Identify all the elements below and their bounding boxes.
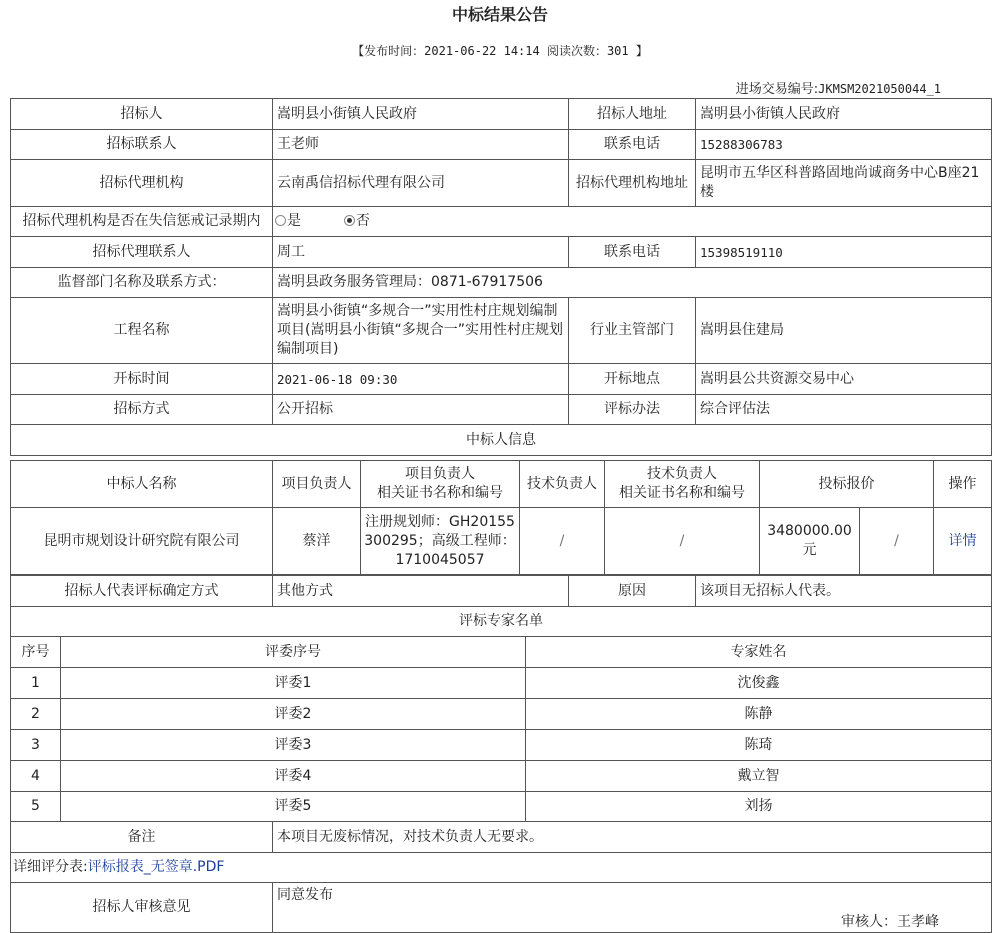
open-time-value: 2021-06-18 09:30 bbox=[273, 364, 569, 395]
radio-no-label: 否 bbox=[355, 213, 370, 229]
agency-contact-value: 周工 bbox=[273, 237, 569, 268]
experts-table bbox=[10, 636, 992, 822]
eval-label: 评标办法 bbox=[569, 395, 696, 425]
table-row bbox=[11, 699, 992, 730]
expert-no: 5 bbox=[11, 792, 61, 822]
rep-value: 其他方式 bbox=[273, 576, 569, 607]
method-value: 公开招标 bbox=[273, 395, 569, 425]
expert-seq: 评委1 bbox=[61, 668, 526, 699]
expert-no: 4 bbox=[11, 761, 61, 792]
winner-tech: / bbox=[520, 508, 605, 575]
winner-name: 昆明市规划设计研究院有限公司 bbox=[11, 508, 273, 575]
radio-yes[interactable] bbox=[275, 215, 286, 226]
open-place-label: 开标地点 bbox=[569, 364, 696, 395]
review-value: 同意发布 bbox=[277, 887, 333, 903]
winner-header-price: 投标报价 bbox=[760, 461, 934, 508]
radio-yes-label: 是 bbox=[287, 213, 301, 229]
tender-info-table bbox=[10, 98, 992, 456]
trade-code bbox=[736, 78, 941, 97]
winner-header-tech-cert: 技术负责人 相关证书名称和编号 bbox=[605, 461, 760, 508]
tenderer-addr-value: 嵩明县小街镇人民政府 bbox=[696, 99, 992, 130]
tenderer-addr-label: 招标人地址 bbox=[569, 99, 696, 130]
project-value: 嵩明县小街镇“多规合一”实用性村庄规划编制项目(嵩明县小街镇“多规合一”实用性村庄规划编制项目) bbox=[273, 298, 569, 364]
winner-header-pm-cert: 项目负责人 相关证书名称和编号 bbox=[361, 461, 520, 508]
winner-header-name: 中标人名称 bbox=[11, 461, 273, 508]
winner-pm: 蔡洋 bbox=[273, 508, 361, 575]
table-row bbox=[11, 792, 992, 822]
authority-value: 嵩明县住建局 bbox=[696, 298, 992, 364]
expert-no: 3 bbox=[11, 730, 61, 761]
table-row bbox=[11, 730, 992, 761]
expert-name: 陈琦 bbox=[526, 730, 992, 761]
notes-label: 备注 bbox=[11, 822, 273, 853]
winner-section-title: 中标人信息 bbox=[11, 425, 992, 456]
winner-price: 3480000.00元 bbox=[760, 508, 860, 575]
contact-label: 招标联系人 bbox=[11, 130, 273, 160]
agency-phone-label: 联系电话 bbox=[569, 237, 696, 268]
agency-value: 云南禹信招标代理有限公司 bbox=[273, 160, 569, 207]
score-row bbox=[11, 853, 992, 883]
tenderer-value: 嵩明县小街镇人民政府 bbox=[273, 99, 569, 130]
method-label: 招标方式 bbox=[11, 395, 273, 425]
expert-name: 陈静 bbox=[526, 699, 992, 730]
reviewer: 审核人：王孝峰 bbox=[841, 914, 939, 930]
open-time-label: 开标时间 bbox=[11, 364, 273, 395]
expert-name: 沈俊鑫 bbox=[526, 668, 992, 699]
expert-name: 刘扬 bbox=[526, 792, 992, 822]
supervisor-value: 嵩明县政务服务管理局：0871-67917506 bbox=[273, 268, 992, 298]
project-label: 工程名称 bbox=[11, 298, 273, 364]
expert-name: 戴立智 bbox=[526, 761, 992, 792]
expert-seq: 评委5 bbox=[61, 792, 526, 822]
dishonest-label: 招标代理机构是否在失信惩戒记录期内 bbox=[11, 207, 273, 237]
winner-pm-cert: 注册规划师：GH20155300295；高级工程师：1710045057 bbox=[361, 508, 520, 575]
agency-phone-value: 15398519110 bbox=[696, 237, 992, 268]
eval-value: 综合评估法 bbox=[696, 395, 992, 425]
experts-header-no: 序号 bbox=[11, 637, 61, 668]
winner-table bbox=[10, 460, 992, 575]
experts-section-title: 评标专家名单 bbox=[11, 607, 992, 637]
page-title: 中标结果公告 bbox=[451, 5, 548, 24]
tenderer-label: 招标人 bbox=[11, 99, 273, 130]
supervisor-label: 监督部门名称及联系方式： bbox=[11, 268, 273, 298]
trade-code-label: 进场交易编号: bbox=[735, 82, 819, 97]
expert-seq: 评委2 bbox=[61, 699, 526, 730]
winner-detail-link[interactable] bbox=[934, 508, 992, 575]
phone-label: 联系电话 bbox=[569, 130, 696, 160]
open-place-value: 嵩明县公共资源交易中心 bbox=[696, 364, 992, 395]
agency-contact-label: 招标代理联系人 bbox=[11, 237, 273, 268]
winner-header-tech: 技术负责人 bbox=[520, 461, 605, 508]
detail-link[interactable]: 详情 bbox=[948, 532, 977, 549]
rep-table bbox=[10, 575, 992, 637]
reason-label: 原因 bbox=[569, 576, 696, 607]
table-row bbox=[11, 761, 992, 792]
agency-label: 招标代理机构 bbox=[11, 160, 273, 207]
notes-value: 本项目无废标情况，对技术负责人无要求。 bbox=[273, 822, 992, 853]
reason-value: 该项目无招标人代表。 bbox=[696, 576, 992, 607]
contact-value: 王老师 bbox=[273, 130, 569, 160]
expert-no: 1 bbox=[11, 668, 61, 699]
winner-header-action: 操作 bbox=[934, 461, 992, 508]
trade-code-value: JKMSM2021050044_1 bbox=[818, 82, 941, 96]
agency-addr-value: 昆明市五华区科普路固地尚诚商务中心B座21楼 bbox=[696, 160, 992, 207]
winner-tech-cert: / bbox=[605, 508, 760, 575]
experts-header-seq: 评委序号 bbox=[61, 637, 526, 668]
radio-no[interactable] bbox=[344, 215, 355, 226]
winner-header-pm: 项目负责人 bbox=[273, 461, 361, 508]
publish-meta: 【发布时间：2021-06-22 14:14 阅读次数：301 】 bbox=[352, 44, 648, 58]
agency-addr-label: 招标代理机构地址 bbox=[569, 160, 696, 207]
winner-price-extra: / bbox=[860, 508, 934, 575]
experts-header-name: 专家姓名 bbox=[526, 637, 992, 668]
rep-label: 招标人代表评标确定方式 bbox=[11, 576, 273, 607]
notes-table bbox=[10, 821, 992, 933]
expert-no: 2 bbox=[11, 699, 61, 730]
dishonest-options bbox=[273, 207, 992, 237]
score-file-link[interactable]: 评标报表_无签章.PDF bbox=[87, 859, 225, 875]
expert-seq: 评委4 bbox=[61, 761, 526, 792]
review-label: 招标人审核意见 bbox=[11, 883, 273, 933]
phone-value: 15288306783 bbox=[696, 130, 992, 160]
table-row bbox=[11, 668, 992, 699]
score-label: 详细评分表: bbox=[13, 859, 88, 875]
authority-label: 行业主管部门 bbox=[569, 298, 696, 364]
expert-seq: 评委3 bbox=[61, 730, 526, 761]
review-cell bbox=[273, 883, 992, 933]
